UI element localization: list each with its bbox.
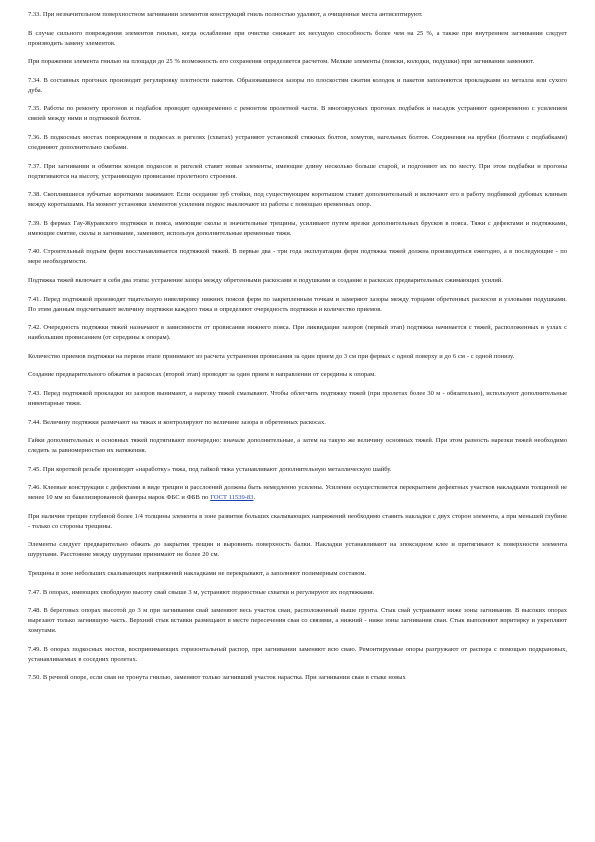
paragraph — [28, 588, 567, 598]
paragraph-text: 7.50. В речной опоре, если свая не тронута гнилью, заменяют только загнивший участок нарастка. При загнивании сваи в стыке новых — [28, 674, 406, 682]
paragraph — [28, 323, 567, 343]
paragraph-text: 7.42. Очередность подтяжки тяжей назначают в зависимости от провисания нижнего пояса. При ликвидации зазоров (первый этап) подтяжка начинается с тяжей, расположенных в узлах с наибольшим провисанием (от середины к опорам). — [28, 324, 567, 342]
paragraph-text: 7.34. В составных прогонах производят регулировку плотности пакетов. Образовавшиеся зазоры по плоскостям сжатия колодок и пакетов заполняются прокладками из металла или сухого дуба. — [28, 76, 567, 94]
paragraph — [28, 190, 567, 210]
paragraph-text: Трещины в зоне небольших скалывающих напряжений накладками не перекрывают, а заполняют полимерным составом. — [28, 570, 367, 578]
paragraph — [28, 295, 567, 315]
paragraph — [28, 389, 567, 409]
paragraph — [28, 276, 567, 286]
paragraph — [28, 483, 567, 503]
paragraph-text: Количество приемов подтяжки на первом этапе принимают из расчета устранения провисания за один прием до 3 см при фермах с одной поверху и до 6 см - с одной понизу. — [28, 352, 515, 360]
paragraph — [28, 76, 567, 96]
paragraph — [28, 418, 567, 428]
paragraph — [28, 436, 567, 456]
paragraph-text: 7.35. Работы по ремонту прогонов и подбабок проводят одновременно с ремонтом пролетной части. В многоярусных прогонах подбабок и насадок устраняют одновременно с усилением связей между ними и подтяжкой болтов. — [28, 105, 567, 123]
paragraph — [28, 645, 567, 665]
paragraph — [28, 512, 567, 532]
paragraph-text: Элементы следует предварительно обжать до закрытия трещин и выровнять поверхность балки. Накладки устанавливают на эпоксидном клее и притягивают к поверхности элемента шурупами. Расстояние между шурупами принимают не более 20 см. — [28, 541, 567, 559]
paragraph — [28, 540, 567, 560]
paragraph-text: 7.36. В подкосных мостах повреждения в подкосах и ригелях (схватах) устраняют установкой стяжных болтов, хомутов, нагельных болтов. Соединения на врубки (болтами с подбабками) соединяют дополнительно скобами. — [28, 133, 567, 151]
paragraph — [28, 219, 567, 239]
paragraph — [28, 247, 567, 267]
standard-reference-link[interactable]: ГОСТ 11539-83 — [210, 494, 254, 502]
paragraph — [28, 673, 567, 683]
paragraph — [28, 606, 567, 636]
paragraph — [28, 104, 567, 124]
paragraph-text: 7.46. Клеевые конструкции с дефектами в виде трещин и расслоений должны быть немедленно усилены. Усиление осуществляется перекрытием дефектных участков накладками толщиной не менее 10 мм из бакелизированной фанеры марок ФБС и ФБВ по — [28, 484, 567, 502]
paragraph-text: При наличии трещин глубиной более 1/4 толщины элемента в зоне развития больших скалывающих напряжений необходимо ставить накладки с двух сторон элемента, а при меньшей глубине - только со стороны трещины. — [28, 512, 567, 530]
paragraph-text: Гайки дополнительных и основных тяжей подтягивают поочередно: вначале дополнительные, а затем на такую же величину основных тяжей. При этом разность нарезки тяжей необходимо следить за равномерностью их натяжения. — [28, 437, 567, 455]
paragraph — [28, 133, 567, 153]
paragraph — [28, 162, 567, 182]
paragraph-tail: . — [253, 494, 256, 502]
paragraph-text: 7.43. Перед подтяжкой прокладки из зазоров вынимают, а нарезку тяжей смазывают. Чтобы облегчить подтяжку тяжей (при пролетах более 30 м - обязательно), используют дополнительные инвентарные тяжи. — [28, 389, 567, 407]
paragraph — [28, 370, 567, 380]
paragraph-text: 7.40. Строительный подъем ферм восстанавливается подтяжкой тяжей. В первые два - три года эксплуатации ферм подтяжка тяжей должна производиться ежегодно, а в последующие - по мере необходимости. — [28, 248, 567, 266]
paragraph-text: 7.37. При загнивании и обмятии концов подкосов и ригелей ставят новые элементы, имеющие длину несколько больше старой, и подгоняют их по месту. При этом подбабки и прогоны подтягиваются на высоту, устраняющую провисание пролетного строения. — [28, 162, 567, 180]
paragraph-text: Создание предварительного обжатия в раскосах (второй этап) проводят за один прием в направлении от середины к опорам. — [28, 371, 376, 379]
paragraph-text: 7.39. В фермах Гау-Журавского подтяжки и пояса, имеющие сколы и значительные трещины, усиливают путем врезки дополнительных брусков в пояса. Тяжи с дефектами и подтяжками, имеющие смятие, сколы и загнивание, заменяют, используя дополнительные временные тяжи. — [28, 219, 567, 237]
paragraph-text: Подтяжка тяжей включает в себя два этапа: устранение зазора между обретенными раскосами и подушками и создание в раскосах предварительных сжимающих усилий. — [28, 276, 503, 284]
paragraph-text: 7.44. Величину подтяжки размечают на тяжах и контролируют по величине зазора в обретенных раскосах. — [28, 418, 326, 426]
paragraph-text: 7.48. В береговых опорах высотой до 3 м при загнивании свай заменяют весь участок сваи, расположенный выше грунта. Стык свай устраивают ниже зоны загнивания. В высоких опорах вырезают только загнившую часть. Верхний стык вставки размещают в месте пересечения свая со связями, а нижний - ниже зоны загнивания сваи. Стык выполняют впритирку и укрепляют хомутами. — [28, 607, 567, 635]
paragraph — [28, 29, 567, 49]
paragraph-text: 7.38. Скоплившиеся зубчатые короткими зажимают. Если оседание зуб стойки, под существующим коротышом ставят дополнительный и включают его в работу подбивкой дубовых клиньев между коротышами. На момент установки элементов усиления подкос выключают из работы с помощью временных опор. — [28, 191, 567, 209]
paragraph-text: При поражении элемента гнилью на площади до 25 % возможность его сохранения определяется расчетом. Мелкие элементы (пояски, колодки, подушки) при загнивании заменяют. — [28, 58, 535, 66]
paragraph — [28, 10, 567, 20]
paragraph — [28, 465, 567, 475]
paragraph — [28, 352, 567, 362]
paragraph — [28, 57, 567, 67]
paragraph — [28, 569, 567, 579]
paragraph-text: 7.45. При короткой резьбе производят «наработку» тяжа, под гайкой тяжа устанавливают дополнительную металлическую шайбу. — [28, 465, 392, 473]
paragraph-text: 7.49. В опорах подкосных мостов, воспринимающих горизонтальный распор, при загнивании заменяют всю сваю. Ремонтируемые опоры разгружают от распора с помощью подкрановых, устанавливаемых в соседних пролетах. — [28, 645, 567, 663]
paragraph-text: 7.41. Перед подтяжкой производят тщательную нивелировку нижних поясов ферм по закрепленным точкам и замеряют зазоры между торцами обретенных раскосов и узловыми подушками. По этим данным подсчитывают величину подтяжки каждого тяжа и определяют очередность подтяжки и количество приемов. — [28, 295, 567, 313]
paragraph-text: В случае сильного повреждения элементов гнилью, когда ослабление при очистке снижает их несущую способность более чем на 25 %, а также при внутреннем загнивании следует производить замену элементов. — [28, 29, 567, 47]
paragraph-text: 7.47. В опорах, имеющих свободную высоту свай свыше 3 м, устраняют подмостные схватки и регулируют их подтяжками. — [28, 588, 375, 596]
paragraph-text: 7.33. При незначительном поверхностном загнивании элементов конструкций гниль полностью удаляют, а очищенные места антисептируют. — [28, 11, 423, 18]
